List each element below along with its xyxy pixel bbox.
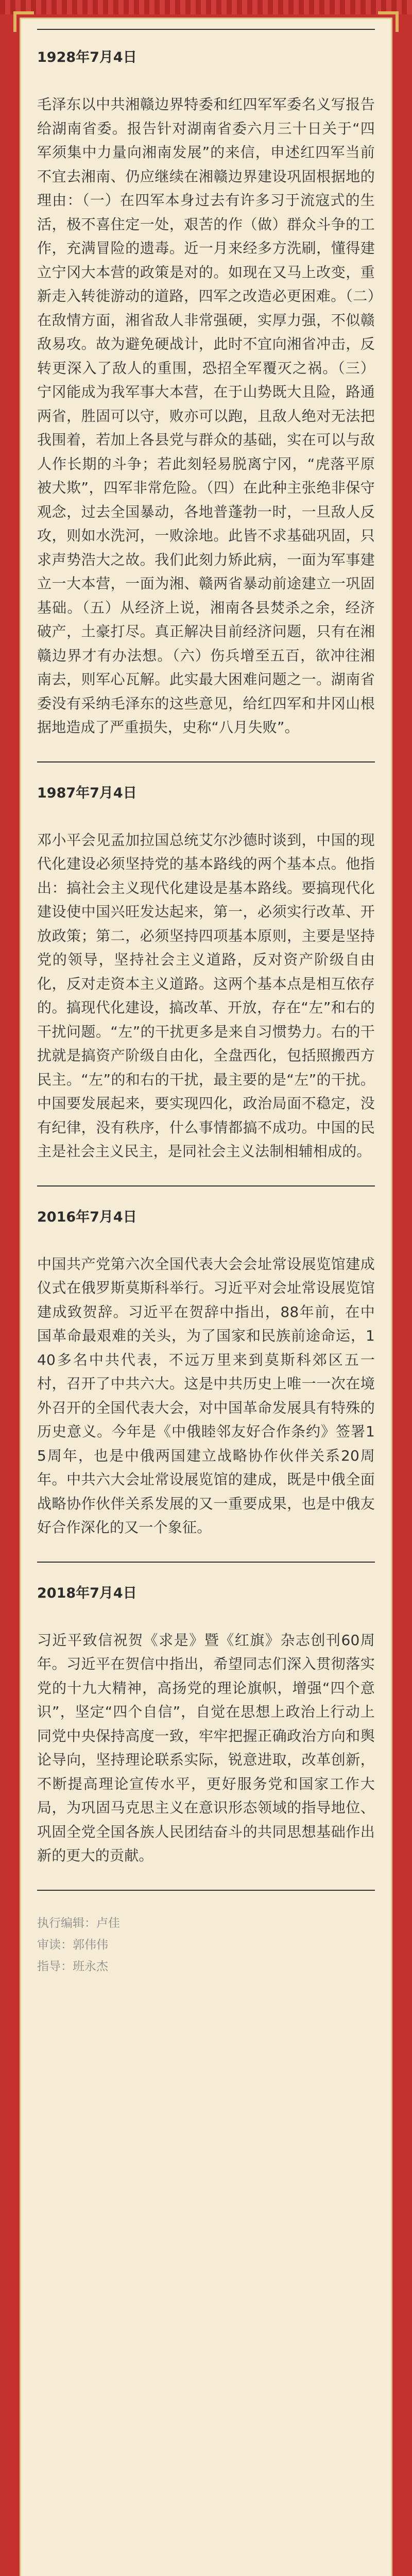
entry-text: 毛泽东以中共湘赣边界特委和红四军军委名义写报告给湖南省委。报告针对湖南省委六月三十日关于“四军须集中力量向湘南发展”的来信，申述红四军当前不宜去湘南、仍应继续在湘赣边界建设巩固根据地的理由：（一）在四军本身过去有许多习于流寇式的生活，极不喜住定一处，艰苦的作（做）群众斗争的工作，充满冒险的遗毒。近一月来经多方洗刷，懂得建立宁冈大本营的政策是对的。如现在又马上改变，重新走入转徙游动的道路，四军之改造必更困难。（二）在敌情方面，湘省敌人非常强硬，实厚力强，不似赣敌易攻。故为避免硬战计，此时不宜向湘省冲击，反转更深入了敌人的重围，恐招全军覆灭之祸。（三）宁冈能成为我军事大本营，在于山势既大且险，路通两省，胜固可以守，败亦可以跑，且敌人绝对无法把我围着，若加上各县党与群众的基础，实在可以与敌人作长期的斗争；若此刻轻易脱离宁冈，“虎落平原被犬欺”，四军非常危险。（四）在此种主张绝非保守观念，过去全国暴动，各地普蓬勃一时，一旦敌人反攻，则如水洗河，一败涂地。此皆不求基础巩固，只求声势浩大之故。我们此刻力矫此病，一面为军事建立一大本营，一面为湘、赣两省暴动前途建立一巩固基础。（五）从经济上说，湘南各县焚杀之余，经济破产，土豪打尽。真正解决目前经济问题，只有在湘赣边界才有办法想。（六）伤兵增至五百，欲冲往湘南去，则军心瓦解。此实最大困难问题之一。湖南省委没有采纳毛泽东的这些意见，给红四军和井冈山根据地造成了严重损失，史称“八月失败”。 <box>37 96 375 736</box>
section-divider <box>37 1890 375 1891</box>
history-entry-1928 <box>37 48 375 740</box>
section-divider <box>37 29 375 30</box>
entry-date: 2016年7月4日 <box>37 1209 137 1225</box>
section-divider <box>37 1185 375 1187</box>
entry-date: 2018年7月4日 <box>37 1585 137 1601</box>
history-entry-2016 <box>37 1208 375 1540</box>
article-content <box>37 29 375 1977</box>
instructor: 指导：班永杰 <box>37 1959 108 1973</box>
editor-credits <box>37 1912 375 1977</box>
corner-ornament <box>13 11 34 32</box>
entry-date: 1987年7月4日 <box>37 785 137 801</box>
corner-ornament <box>378 11 399 32</box>
entry-date: 1928年7月4日 <box>37 49 137 65</box>
reviewer: 审读：郭伟伟 <box>37 1938 108 1952</box>
history-entry-2018 <box>37 1584 375 1868</box>
entry-text: 邓小平会见孟加拉国总统艾尔沙德时谈到，中国的现代化建设必须坚持党的基本路线的两个基本点。他指出：搞社会主义现代化建设是基本路线。要搞现代化建设使中国兴旺发达起来，第一，必须实行改革、开放政策；第二，必须坚持四项基本原则，主要是坚持党的领导，坚持社会主义道路，反对资产阶级自由化，反对走资本主义道路。这两个基本点是相互依存的。搞现代化建设，搞改革、开放，存在“左”和右的干扰问题。“左”的干扰更多是来自习惯势力。右的干扰就是搞资产阶级自由化，全盘西化，包括照搬西方民主。“左”的和右的干扰，最主要的是“左”的干扰。中国要发展起来，要实现四化，政治局面不稳定，没有纪律，没有秩序，什么事情都搞不成功。中国的民主是社会主义民主，是同社会主义法制相辅相成的。 <box>37 831 375 1160</box>
entry-text: 习近平致信祝贺《求是》暨《红旗》杂志创刊60周年。习近平在贺信中指出，希望同志们深入贯彻落实党的十九大精神，高扬党的理论旗帜，增强“四个意识”，坚定“四个自信”，自觉在思想上政治上行动上同党中央保持高度一致，牢牢把握正确政治方向和舆论导向，坚持理论联系实际，锐意进取，改革创新，不断提高理论宣传水平，更好服务党和国家工作大局，为巩固马克思主义在意识形态领域的指导地位、巩固全党全国各族人民团结奋斗的共同思想基础作出新的更大的贡献。 <box>37 1631 375 1864</box>
section-divider <box>37 761 375 762</box>
section-divider <box>37 1562 375 1563</box>
executive-editor: 执行编辑：卢佳 <box>37 1916 120 1930</box>
history-entry-1987 <box>37 784 375 1164</box>
entry-text: 中国共产党第六次全国代表大会会址常设展览馆建成仪式在俄罗斯莫斯科举行。习近平对会址常设展览馆建成致贺辞。习近平在贺辞中指出，88年前，在中国革命最艰难的关头，为了国家和民族前途命运，140多名中共代表，不远万里来到莫斯科郊区五一村，召开了中共六大。这是中共历史上唯一一次在境外召开的全国代表大会，对中国革命发展具有特殊的历史意义。今年是《中俄睦邻友好合作条约》签署15周年，也是中俄两国建立战略协作伙伴关系20周年。中共六大会址常设展览馆的建成，既是中俄全面战略协作伙伴关系发展的又一重要成果，也是中俄友好合作深化的又一个象征。 <box>37 1255 375 1536</box>
